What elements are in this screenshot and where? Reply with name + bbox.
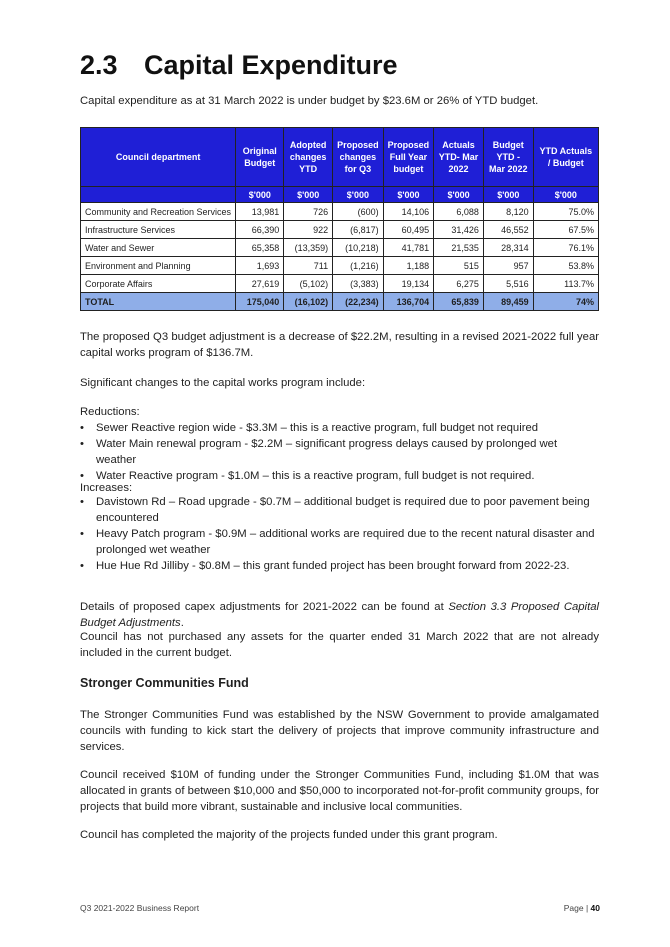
col-header: Adopted changes YTD <box>284 128 333 187</box>
value-cell: 76.1% <box>533 239 598 257</box>
col-header: Actuals YTD- Mar 2022 <box>434 128 484 187</box>
department-cell: Community and Recreation Services <box>81 203 236 221</box>
scf-paragraph-1: The Stronger Communities Fund was established by the NSW Government to provide amalgamated councils with funding to kick start the delivery of projects that improve community infrastructure and services. <box>80 709 599 753</box>
details-paragraph: Details of proposed capex adjustments for 2021-2022 can be found at Section 3.3 Proposed Capital Budget Adjustments. <box>80 601 599 629</box>
section-number: 2.3 <box>80 50 118 80</box>
value-cell: (5,102) <box>284 275 333 293</box>
value-cell: 66,390 <box>236 221 284 239</box>
value-cell: 74% <box>533 293 598 311</box>
value-cell: 6,275 <box>434 275 484 293</box>
value-cell: 46,552 <box>483 221 533 239</box>
table-body <box>81 203 599 311</box>
value-cell: 67.5% <box>533 221 598 239</box>
reductions-label: Reductions: <box>80 406 140 418</box>
value-cell: 41,781 <box>383 239 434 257</box>
value-cell: 31,426 <box>434 221 484 239</box>
value-cell: (16,102) <box>284 293 333 311</box>
department-cell: TOTAL <box>81 293 236 311</box>
assets-paragraph: Council has not purchased any assets for the quarter ended 31 March 2022 that are not already included in the current budget. <box>80 631 599 659</box>
increases-list <box>80 494 599 574</box>
list-item: • Heavy Patch program - $0.9M – additional works are required due to the recent natural disaster and prolonged wet weather <box>80 528 595 556</box>
value-cell: 957 <box>483 257 533 275</box>
department-cell: Environment and Planning <box>81 257 236 275</box>
value-cell: 515 <box>434 257 484 275</box>
unit-cell: $'000 <box>533 187 598 203</box>
reductions-list <box>80 420 599 484</box>
value-cell: 28,314 <box>483 239 533 257</box>
department-cell: Infrastructure Services <box>81 221 236 239</box>
unit-cell: $'000 <box>434 187 484 203</box>
scf-paragraph-2: Council received $10M of funding under the Stronger Communities Fund, including $1.0M that was allocated in grants of between $10,000 and $50,000 to incorporated not-for-profit community groups, for projects that build more vibrant, sustainable and inclusive local communities. <box>80 769 599 813</box>
value-cell: (13,359) <box>284 239 333 257</box>
col-header: YTD Actuals / Budget <box>533 128 598 187</box>
value-cell: 27,619 <box>236 275 284 293</box>
intro-text: Capital expenditure as at 31 March 2022 is under budget by $23.6M or 26% of YTD budget. <box>80 95 539 107</box>
budget-adjustment-paragraph: The proposed Q3 budget adjustment is a decrease of $22.2M, resulting in a revised 2021-2022 full year capital works program of $136.7M. <box>80 331 599 359</box>
footer-report-title: Q3 2021-2022 Business Report <box>80 903 200 913</box>
value-cell: 89,459 <box>483 293 533 311</box>
table-row <box>81 221 599 239</box>
value-cell: 711 <box>284 257 333 275</box>
increases-label: Increases: <box>80 482 133 494</box>
col-header: Proposed Full Year budget <box>383 128 434 187</box>
subheading: Stronger Communities Fund <box>80 676 249 690</box>
value-cell: 5,516 <box>483 275 533 293</box>
unit-cell: $'000 <box>383 187 434 203</box>
table-units-row <box>81 187 599 203</box>
col-header: Original Budget <box>236 128 284 187</box>
value-cell: 14,106 <box>383 203 434 221</box>
value-cell: 6,088 <box>434 203 484 221</box>
table-row <box>81 203 599 221</box>
value-cell: 75.0% <box>533 203 598 221</box>
table-row <box>81 239 599 257</box>
value-cell: (6,817) <box>333 221 384 239</box>
value-cell: 65,358 <box>236 239 284 257</box>
scf-paragraph-3: Council has completed the majority of the projects funded under this grant program. <box>80 829 498 841</box>
section-heading <box>80 50 398 81</box>
value-cell: (10,218) <box>333 239 384 257</box>
col-header: Proposed changes for Q3 <box>333 128 384 187</box>
value-cell: 13,981 <box>236 203 284 221</box>
department-cell: Water and Sewer <box>81 239 236 257</box>
value-cell: 19,134 <box>383 275 434 293</box>
col-header: Council department <box>81 128 236 187</box>
unit-cell: $'000 <box>483 187 533 203</box>
table-row <box>81 257 599 275</box>
list-item: • Hue Hue Rd Jilliby - $0.8M – this grant funded project has been brought forward from 2022-23. <box>80 560 570 572</box>
table-header-row <box>81 128 599 187</box>
table-row <box>81 275 599 293</box>
section-title: Capital Expenditure <box>144 50 398 80</box>
list-item: • Water Main renewal program - $2.2M – significant progress delays caused by prolonged wet weather <box>80 438 558 466</box>
list-item: • Davistown Rd – Road upgrade - $0.7M – additional budget is required due to poor pavement being encountered <box>80 496 590 524</box>
table-total-row <box>81 293 599 311</box>
value-cell: 65,839 <box>434 293 484 311</box>
value-cell: 726 <box>284 203 333 221</box>
unit-cell <box>81 187 236 203</box>
value-cell: 8,120 <box>483 203 533 221</box>
value-cell: 53.8% <box>533 257 598 275</box>
value-cell: 1,693 <box>236 257 284 275</box>
value-cell: (1,216) <box>333 257 384 275</box>
unit-cell: $'000 <box>333 187 384 203</box>
changes-intro: Significant changes to the capital works program include: <box>80 377 366 389</box>
list-item: • Sewer Reactive region wide - $3.3M – this is a reactive program, full budget not required <box>80 422 539 434</box>
unit-cell: $'000 <box>236 187 284 203</box>
value-cell: 175,040 <box>236 293 284 311</box>
col-header: Budget YTD - Mar 2022 <box>483 128 533 187</box>
capex-table <box>80 127 599 311</box>
list-item: • Water Reactive program - $1.0M – this is a reactive program, full budget is not required. <box>80 470 535 482</box>
value-cell: (600) <box>333 203 384 221</box>
value-cell: (3,383) <box>333 275 384 293</box>
department-cell: Corporate Affairs <box>81 275 236 293</box>
value-cell: (22,234) <box>333 293 384 311</box>
value-cell: 922 <box>284 221 333 239</box>
value-cell: 60,495 <box>383 221 434 239</box>
value-cell: 113.7% <box>533 275 598 293</box>
value-cell: 136,704 <box>383 293 434 311</box>
value-cell: 1,188 <box>383 257 434 275</box>
unit-cell: $'000 <box>284 187 333 203</box>
section-reference: Section 3.3 Proposed Capital Budget Adjustments <box>80 601 599 629</box>
footer-page-number: Page | 40 <box>563 903 600 913</box>
value-cell: 21,535 <box>434 239 484 257</box>
